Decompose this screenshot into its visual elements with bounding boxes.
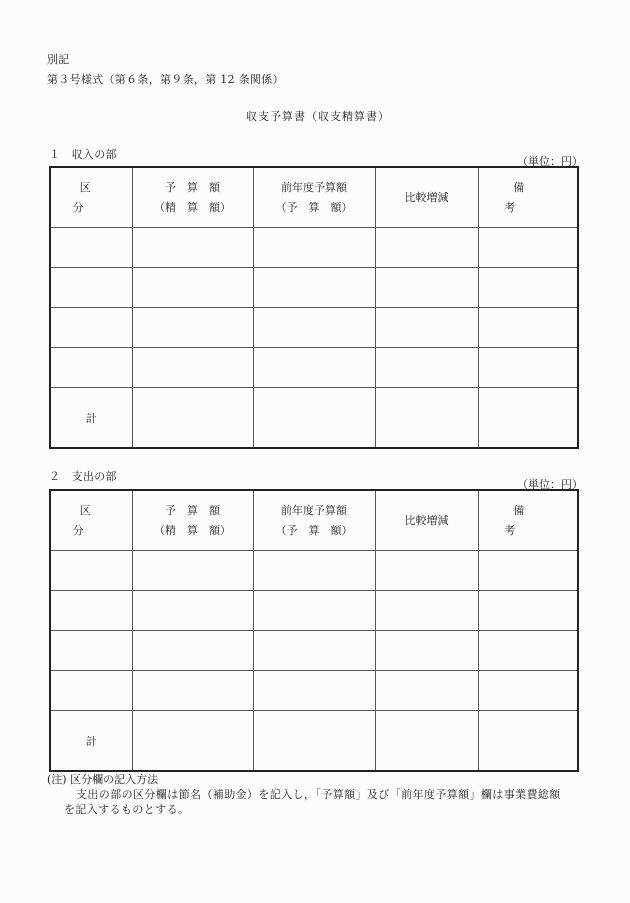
cell-remarks[interactable] (478, 228, 578, 268)
cell-category[interactable] (50, 268, 132, 308)
expense-section-heading: ２ 支出の部 (49, 470, 117, 483)
cell-change[interactable] (375, 308, 478, 348)
table-row (50, 631, 578, 671)
cell-change[interactable] (375, 268, 478, 308)
cell-change[interactable] (375, 671, 478, 711)
cell-budget[interactable] (132, 268, 253, 308)
cell-category[interactable] (50, 671, 132, 711)
income-table-header (50, 167, 578, 228)
column-header-budget: 予 算 額 （精 算 額） (132, 490, 253, 551)
cell-budget[interactable] (132, 671, 253, 711)
table-row (50, 228, 578, 268)
total-row (50, 711, 578, 772)
cell-budget[interactable] (132, 631, 253, 671)
total-change[interactable] (375, 711, 478, 772)
cell-prev-budget[interactable] (253, 551, 375, 591)
note-line-2: を記入するものとする。 (64, 803, 190, 816)
cell-category[interactable] (50, 228, 132, 268)
cell-remarks[interactable] (478, 348, 578, 388)
table-row (50, 268, 578, 308)
total-prev-budget[interactable] (253, 711, 375, 772)
cell-budget[interactable] (132, 591, 253, 631)
column-header-prev-budget: 前年度予算額 （予 算 額） (253, 167, 375, 228)
cell-change[interactable] (375, 551, 478, 591)
cell-budget[interactable] (132, 308, 253, 348)
cell-category[interactable] (50, 631, 132, 671)
income-table (49, 166, 608, 449)
table-row (50, 591, 578, 631)
cell-budget[interactable] (132, 228, 253, 268)
table-row (50, 348, 578, 388)
appendix-label: 別記 (47, 53, 70, 66)
cell-prev-budget[interactable] (253, 268, 375, 308)
table-row (50, 551, 578, 591)
total-label: 計 (50, 711, 132, 772)
total-remarks[interactable] (478, 711, 578, 772)
cell-category[interactable] (50, 348, 132, 388)
cell-remarks[interactable] (478, 268, 578, 308)
column-header-change: 比較増減 (375, 490, 478, 551)
form-number-label: 第３号様式（第６条，第９条，第 12 条関係） (47, 73, 284, 86)
expense-table (49, 489, 608, 772)
column-header-remarks: 備 考 (478, 167, 578, 228)
cell-remarks[interactable] (478, 308, 578, 348)
cell-category[interactable] (50, 591, 132, 631)
cell-remarks[interactable] (478, 671, 578, 711)
table-row (50, 308, 578, 348)
cell-prev-budget[interactable] (253, 348, 375, 388)
note-title: (注) 区分欄の記入方法 (47, 773, 159, 786)
cell-prev-budget[interactable] (253, 308, 375, 348)
column-header-remarks: 備 考 (478, 490, 578, 551)
income-section-heading: １ 収入の部 (49, 148, 117, 161)
total-remarks[interactable] (478, 388, 578, 449)
column-header-prev-budget: 前年度予算額 （予 算 額） (253, 490, 375, 551)
total-row (50, 388, 578, 449)
document-title: 収支予算書（収支精算書） (246, 110, 390, 123)
cell-budget[interactable] (132, 551, 253, 591)
total-prev-budget[interactable] (253, 388, 375, 449)
total-budget[interactable] (132, 388, 253, 449)
income-unit-label: （単位：円） (517, 155, 583, 168)
note-line-1: 支出の部の区分欄は節名（補助金）を記入し，「予算額」及び「前年度予算額」欄は事業費総額 (76, 788, 561, 801)
cell-remarks[interactable] (478, 551, 578, 591)
cell-category[interactable] (50, 308, 132, 348)
total-change[interactable] (375, 388, 478, 449)
column-header-budget: 予 算 額 （精 算 額） (132, 167, 253, 228)
cell-prev-budget[interactable] (253, 591, 375, 631)
column-header-change: 比較増減 (375, 167, 478, 228)
table-row (50, 671, 578, 711)
cell-prev-budget[interactable] (253, 631, 375, 671)
cell-prev-budget[interactable] (253, 671, 375, 711)
cell-remarks[interactable] (478, 591, 578, 631)
cell-category[interactable] (50, 551, 132, 591)
cell-change[interactable] (375, 591, 478, 631)
cell-change[interactable] (375, 228, 478, 268)
cell-budget[interactable] (132, 348, 253, 388)
expense-table-header (50, 490, 578, 551)
total-label: 計 (50, 388, 132, 449)
column-header-category: 区 分 (50, 167, 132, 228)
cell-change[interactable] (375, 348, 478, 388)
total-budget[interactable] (132, 711, 253, 772)
cell-remarks[interactable] (478, 631, 578, 671)
column-header-category: 区 分 (50, 490, 132, 551)
cell-prev-budget[interactable] (253, 228, 375, 268)
expense-unit-label: （単位：円） (517, 478, 583, 491)
cell-change[interactable] (375, 631, 478, 671)
